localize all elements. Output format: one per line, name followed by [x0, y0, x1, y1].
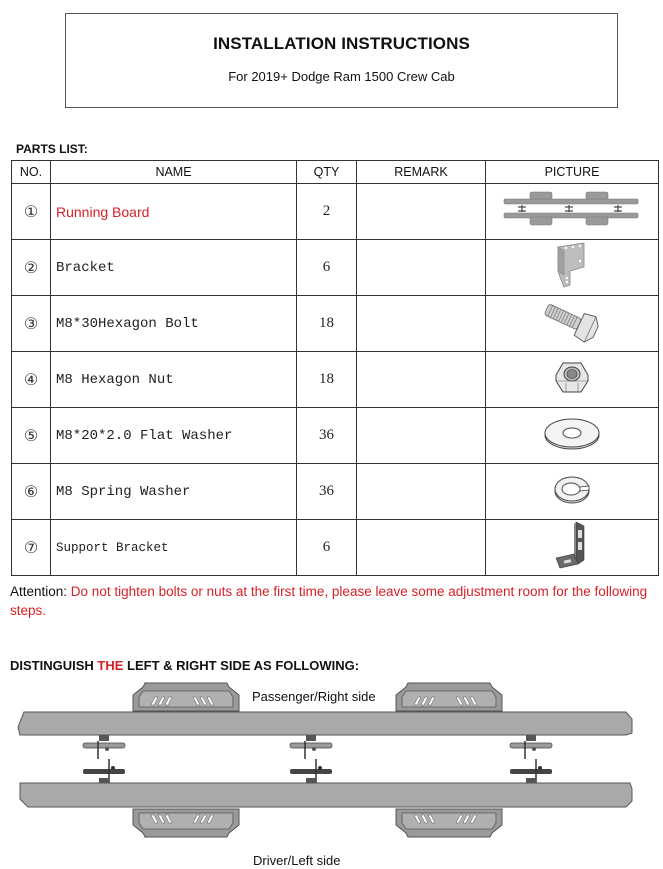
part-remark	[357, 464, 486, 520]
flat-washer-icon	[542, 415, 602, 451]
part-picture	[486, 296, 659, 352]
page-title: INSTALLATION INSTRUCTIONS	[213, 34, 470, 53]
passenger-side-label: Passenger/Right side	[252, 689, 376, 704]
page-subtitle: For 2019+ Dodge Ram 1500 Crew Cab	[228, 69, 455, 84]
part-number: ⑥	[12, 464, 51, 520]
part-name: M8*30Hexagon Bolt	[51, 296, 297, 352]
running-board-driver	[20, 783, 632, 807]
part-number: ②	[12, 240, 51, 296]
table-row	[12, 296, 659, 352]
step-pad-driver-front	[133, 809, 239, 837]
attention-prefix: Attention:	[10, 584, 71, 599]
part-qty: 6	[297, 240, 357, 296]
table-row	[12, 240, 659, 296]
part-qty: 18	[297, 296, 357, 352]
table-row	[12, 464, 659, 520]
part-name: M8 Spring Washer	[51, 464, 297, 520]
bracket-icon	[552, 241, 592, 289]
part-name: Support Bracket	[51, 520, 297, 576]
part-remark	[357, 240, 486, 296]
col-name: NAME	[51, 161, 297, 184]
part-picture	[486, 240, 659, 296]
hex-bolt-icon	[540, 297, 604, 345]
part-name: M8 Hexagon Nut	[51, 352, 297, 408]
distinguish-heading	[10, 658, 359, 673]
part-number: ④	[12, 352, 51, 408]
part-qty: 18	[297, 352, 357, 408]
running-board-pair-icon	[502, 189, 642, 229]
part-number: ⑤	[12, 408, 51, 464]
parts-table	[11, 160, 659, 576]
table-row	[12, 184, 659, 240]
parts-list-label: PARTS LIST:	[16, 142, 88, 156]
part-picture	[486, 184, 659, 240]
part-picture	[486, 408, 659, 464]
running-board-passenger	[18, 712, 632, 735]
step-pad-passenger-front	[133, 683, 239, 711]
table-header-row	[12, 161, 659, 184]
part-name: Running Board	[51, 184, 297, 240]
driver-side-label: Driver/Left side	[253, 853, 341, 868]
part-remark	[357, 408, 486, 464]
col-qty: QTY	[297, 161, 357, 184]
spring-washer-icon	[552, 473, 592, 505]
title-box	[65, 13, 618, 108]
col-no: NO.	[12, 161, 51, 184]
part-remark	[357, 520, 486, 576]
step-pad-driver-rear	[396, 809, 502, 837]
part-qty: 36	[297, 464, 357, 520]
part-name: Bracket	[51, 240, 297, 296]
part-number: ①	[12, 184, 51, 240]
part-name: M8*20*2.0 Flat Washer	[51, 408, 297, 464]
attention-text: Do not tighten bolts or nuts at the first time, please leave some adjustment room for the following steps.	[10, 584, 648, 618]
part-remark	[357, 296, 486, 352]
part-qty: 6	[297, 520, 357, 576]
part-qty: 2	[297, 184, 357, 240]
part-picture	[486, 352, 659, 408]
table-row	[12, 520, 659, 576]
col-remark: REMARK	[357, 161, 486, 184]
support-bracket-icon	[552, 520, 592, 570]
part-number: ③	[12, 296, 51, 352]
heading-highlight: THE	[97, 658, 124, 673]
heading-part2: LEFT & RIGHT SIDE AS FOLLOWING:	[123, 658, 360, 673]
part-qty: 36	[297, 408, 357, 464]
part-picture	[486, 464, 659, 520]
part-number: ⑦	[12, 520, 51, 576]
part-remark	[357, 352, 486, 408]
col-picture: PICTURE	[486, 161, 659, 184]
table-row	[12, 352, 659, 408]
attention-note	[10, 582, 655, 620]
step-pad-passenger-rear	[396, 683, 502, 711]
table-row	[12, 408, 659, 464]
part-picture	[486, 520, 659, 576]
hex-nut-icon	[554, 359, 590, 395]
part-remark	[357, 184, 486, 240]
heading-part1: DISTINGUISH	[10, 658, 98, 673]
